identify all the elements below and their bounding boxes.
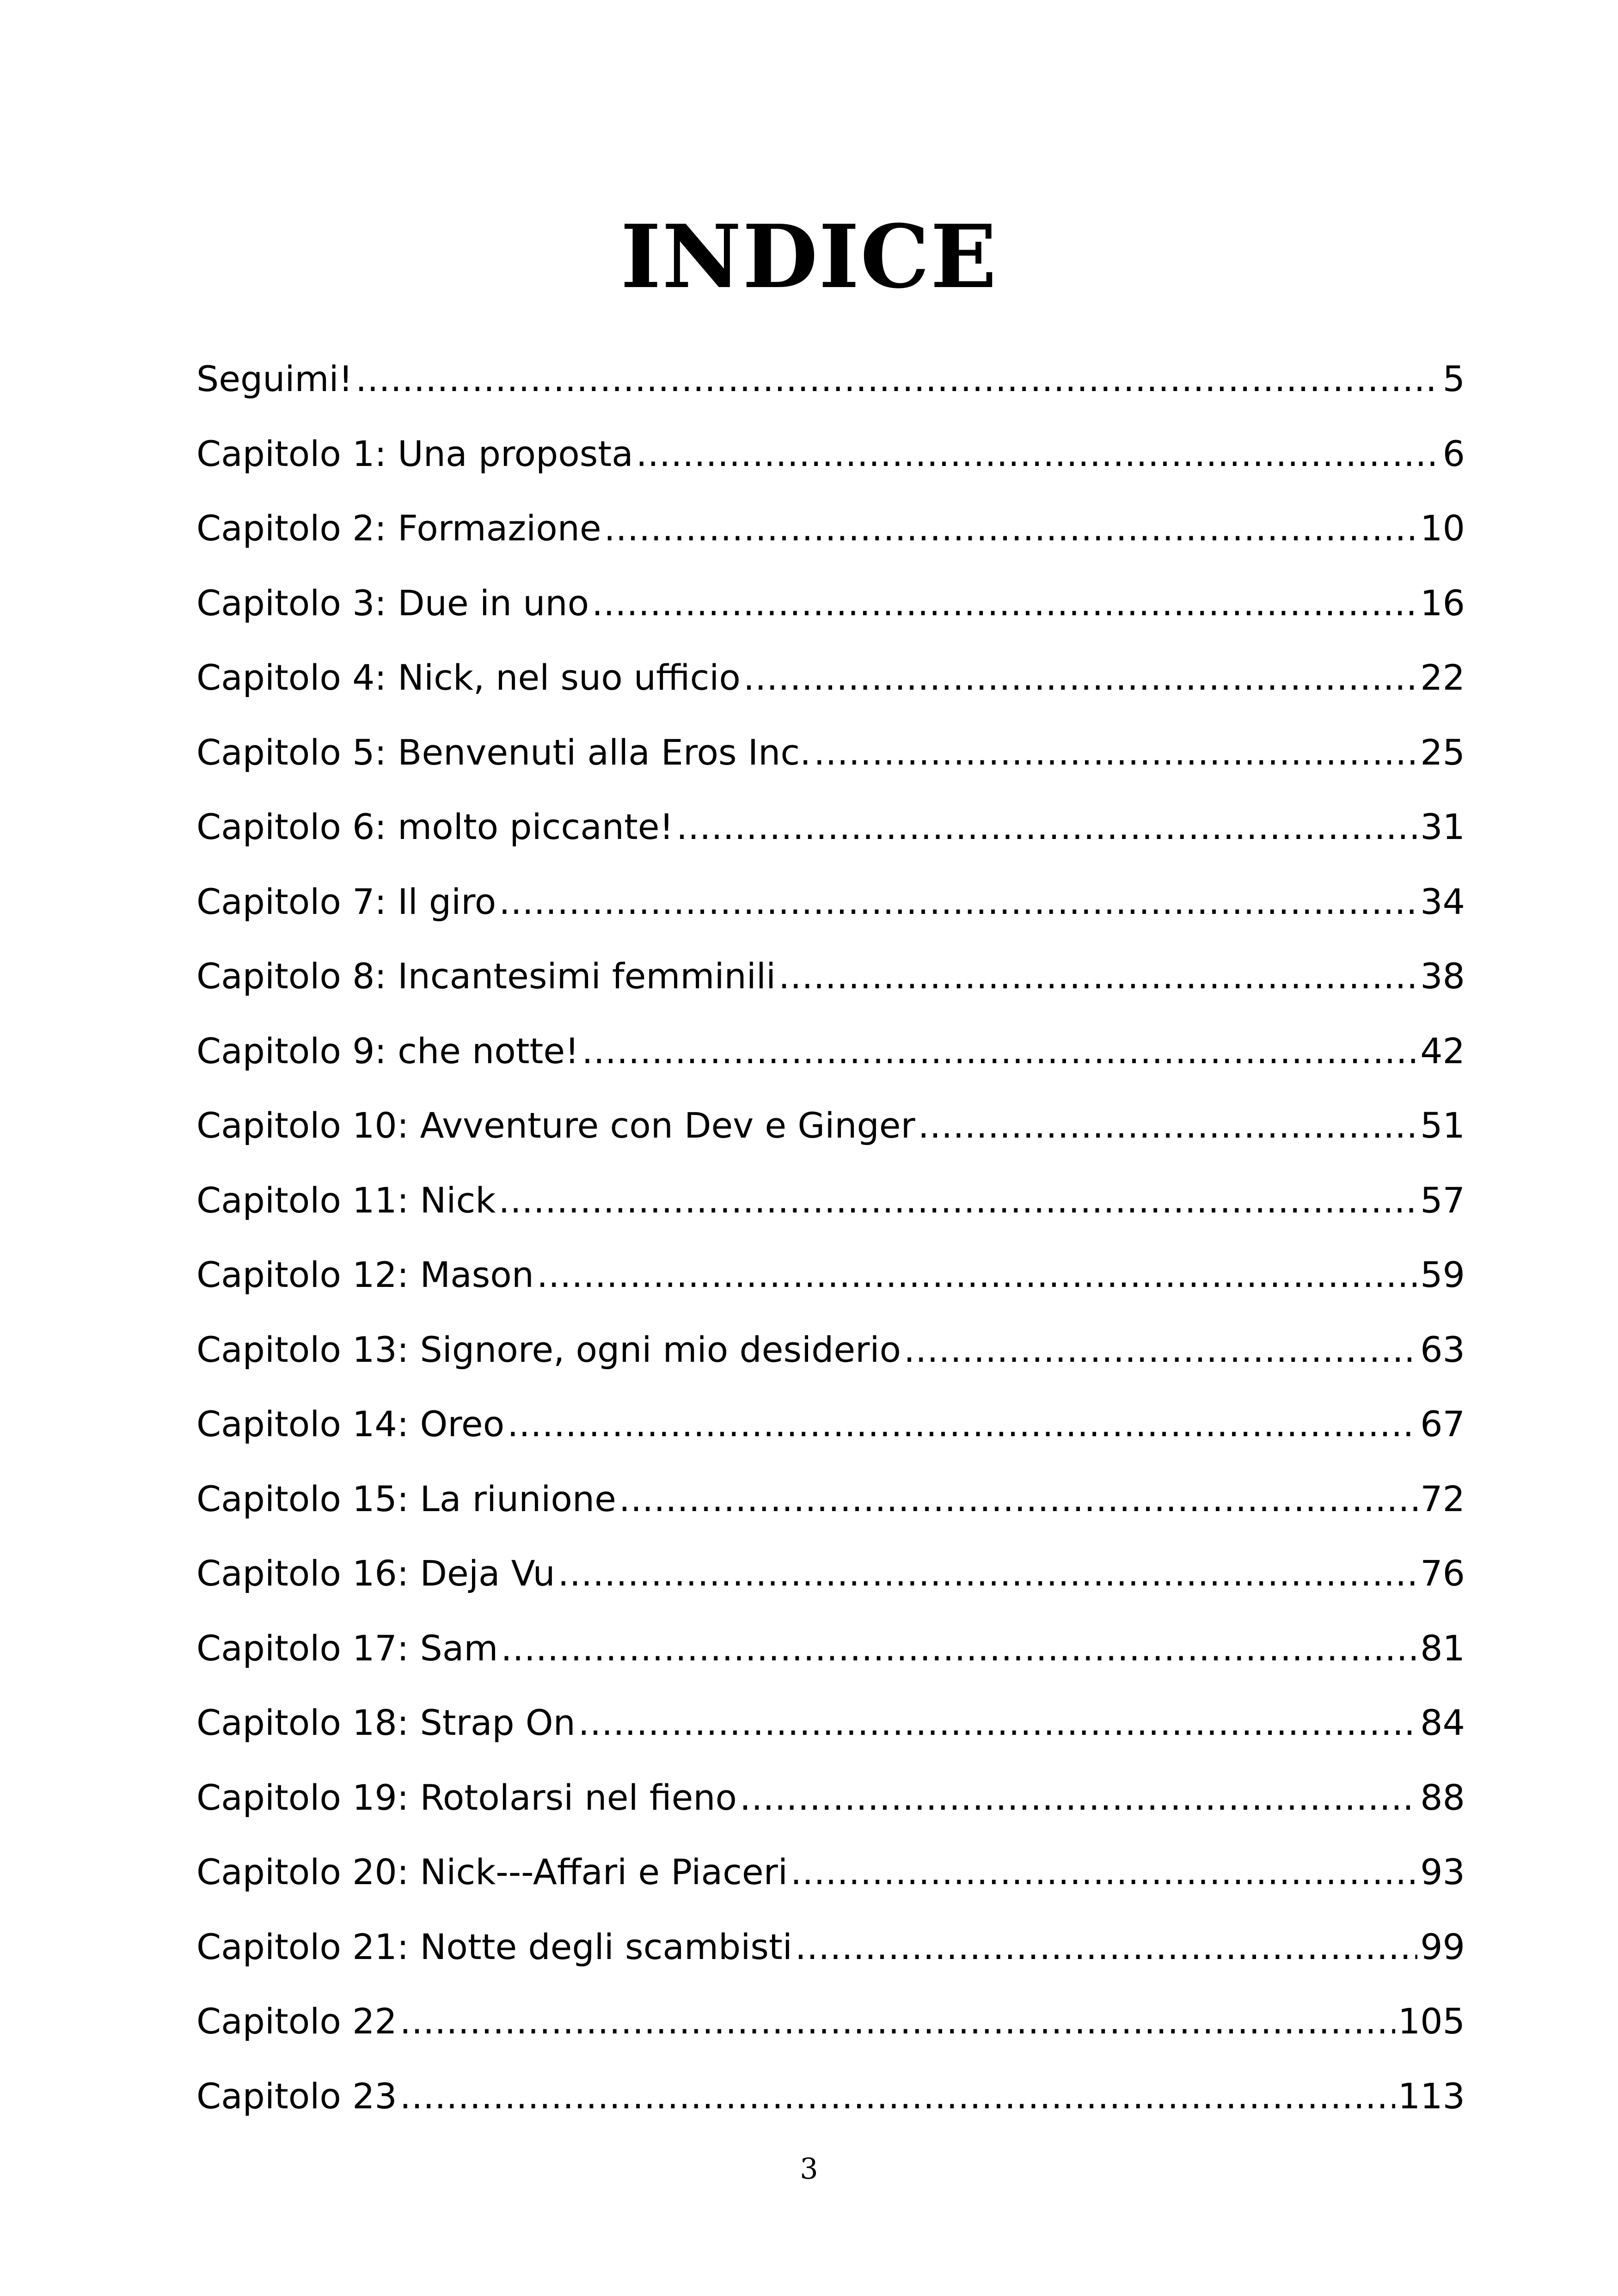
toc-entry-page: 42 (1420, 1030, 1465, 1071)
toc-entry-page: 76 (1420, 1553, 1465, 1594)
toc-entry-title: Capitolo 23 (196, 2075, 397, 2117)
toc-entry[interactable] (196, 1837, 1465, 1912)
toc-entry-title: Seguimi! (196, 358, 353, 399)
toc-entry-page: 93 (1420, 1851, 1465, 1892)
toc-entry-title: Capitolo 8: Incantesimi femminili (196, 955, 776, 997)
toc-entry[interactable] (196, 569, 1465, 643)
toc-entry[interactable] (196, 643, 1465, 718)
toc-entry[interactable] (196, 344, 1465, 419)
toc-entry-page: 57 (1420, 1179, 1465, 1221)
toc-entry-title: Capitolo 6: molto piccante! (196, 806, 674, 847)
dot-leader (400, 1987, 1395, 2056)
toc-entry[interactable] (196, 792, 1465, 867)
dot-leader (507, 1390, 1417, 1459)
toc-entry-page: 84 (1420, 1702, 1465, 1743)
toc-entry-page: 113 (1397, 2075, 1465, 2117)
toc-entry[interactable] (196, 1240, 1465, 1315)
table-of-contents (196, 344, 1465, 2136)
dot-leader (498, 1166, 1417, 1235)
toc-entry-title: Capitolo 20: Nick---Affari e Piaceri (196, 1851, 788, 1892)
toc-entry-title: Capitolo 7: Il giro (196, 881, 496, 922)
toc-entry-page: 105 (1397, 2001, 1465, 2042)
toc-entry-title: Capitolo 14: Oreo (196, 1403, 505, 1445)
toc-entry[interactable] (196, 494, 1465, 569)
toc-entry-page: 34 (1420, 881, 1465, 922)
toc-entry-title: Capitolo 22 (196, 2001, 397, 2042)
toc-entry-page: 59 (1420, 1254, 1465, 1295)
toc-entry-title: Capitolo 17: Sam (196, 1627, 498, 1669)
toc-entry[interactable] (196, 1912, 1465, 1987)
toc-entry-page: 10 (1420, 508, 1465, 549)
toc-entry[interactable] (196, 1166, 1465, 1241)
dot-leader (537, 1240, 1417, 1310)
toc-entry[interactable] (196, 1539, 1465, 1614)
toc-entry-title: Capitolo 18: Strap On (196, 1702, 576, 1743)
toc-entry-page: 31 (1420, 806, 1465, 847)
toc-entry-page: 51 (1420, 1105, 1465, 1146)
toc-entry-page: 88 (1420, 1776, 1465, 1818)
toc-entry-title: Capitolo 21: Notte degli scambisti (196, 1926, 792, 1967)
toc-entry-page: 6 (1442, 433, 1465, 474)
toc-entry[interactable] (196, 1016, 1465, 1091)
toc-entry-page: 67 (1420, 1403, 1465, 1445)
page-number: 3 (800, 2152, 818, 2186)
toc-entry-title: Capitolo 5: Benvenuti alla Eros Inc. (196, 731, 811, 773)
toc-entry[interactable] (196, 1390, 1465, 1464)
toc-entry[interactable] (196, 2062, 1465, 2137)
toc-entry[interactable] (196, 718, 1465, 793)
toc-entry-title: Capitolo 16: Deja Vu (196, 1553, 555, 1594)
toc-entry-title: Capitolo 1: Una proposta (196, 433, 633, 474)
toc-entry-title: Capitolo 10: Avventure con Dev e Ginger (196, 1105, 915, 1146)
toc-entry-page: 5 (1442, 358, 1465, 399)
toc-entry[interactable] (196, 1688, 1465, 1763)
dot-leader (501, 1614, 1417, 1683)
toc-entry[interactable] (196, 1315, 1465, 1390)
dot-leader (619, 1464, 1417, 1534)
toc-entry-title: Capitolo 3: Due in uno (196, 582, 589, 624)
toc-entry[interactable] (196, 1091, 1465, 1166)
dot-leader (400, 2062, 1395, 2131)
dot-leader (558, 1539, 1418, 1608)
toc-entry-title: Capitolo 19: Rotolarsi nel fieno (196, 1776, 737, 1818)
dot-leader (355, 344, 1440, 414)
dot-leader (778, 942, 1417, 1011)
toc-entry[interactable] (196, 942, 1465, 1016)
dot-leader (582, 1016, 1418, 1086)
toc-entry[interactable] (196, 867, 1465, 942)
toc-entry-page: 81 (1420, 1627, 1465, 1669)
toc-entry-page: 16 (1420, 582, 1465, 624)
toc-entry-title: Capitolo 12: Mason (196, 1254, 534, 1295)
dot-leader (676, 792, 1417, 862)
dot-leader (743, 643, 1417, 712)
toc-entry-title: Capitolo 11: Nick (196, 1179, 496, 1221)
dot-leader (740, 1763, 1417, 1832)
dot-leader (636, 419, 1440, 489)
toc-entry-title: Capitolo 4: Nick, nel suo ufficio (196, 657, 741, 698)
toc-entry-page: 99 (1420, 1926, 1465, 1967)
toc-entry-page: 25 (1420, 731, 1465, 773)
toc-entry-page: 72 (1420, 1478, 1465, 1519)
toc-entry-title: Capitolo 9: che notte! (196, 1030, 579, 1071)
toc-entry[interactable] (196, 1763, 1465, 1838)
toc-entry-page: 38 (1420, 955, 1465, 997)
toc-entry-title: Capitolo 13: Signore, ogni mio desiderio (196, 1329, 901, 1370)
dot-leader (814, 718, 1417, 787)
dot-leader (592, 569, 1417, 638)
dot-leader (918, 1091, 1418, 1160)
toc-entry[interactable] (196, 1614, 1465, 1689)
toc-entry[interactable] (196, 419, 1465, 494)
dot-leader (499, 867, 1417, 937)
toc-entry[interactable] (196, 1987, 1465, 2062)
toc-entry-page: 22 (1420, 657, 1465, 698)
dot-leader (604, 494, 1418, 563)
toc-entry-title: Capitolo 15: La riunione (196, 1478, 616, 1519)
dot-leader (904, 1315, 1417, 1384)
dot-leader (578, 1688, 1417, 1757)
dot-leader (795, 1912, 1417, 1982)
toc-entry-page: 63 (1420, 1329, 1465, 1370)
dot-leader (791, 1837, 1417, 1907)
page-title: INDICE (620, 205, 998, 308)
toc-entry[interactable] (196, 1464, 1465, 1539)
toc-entry-title: Capitolo 2: Formazione (196, 508, 601, 549)
